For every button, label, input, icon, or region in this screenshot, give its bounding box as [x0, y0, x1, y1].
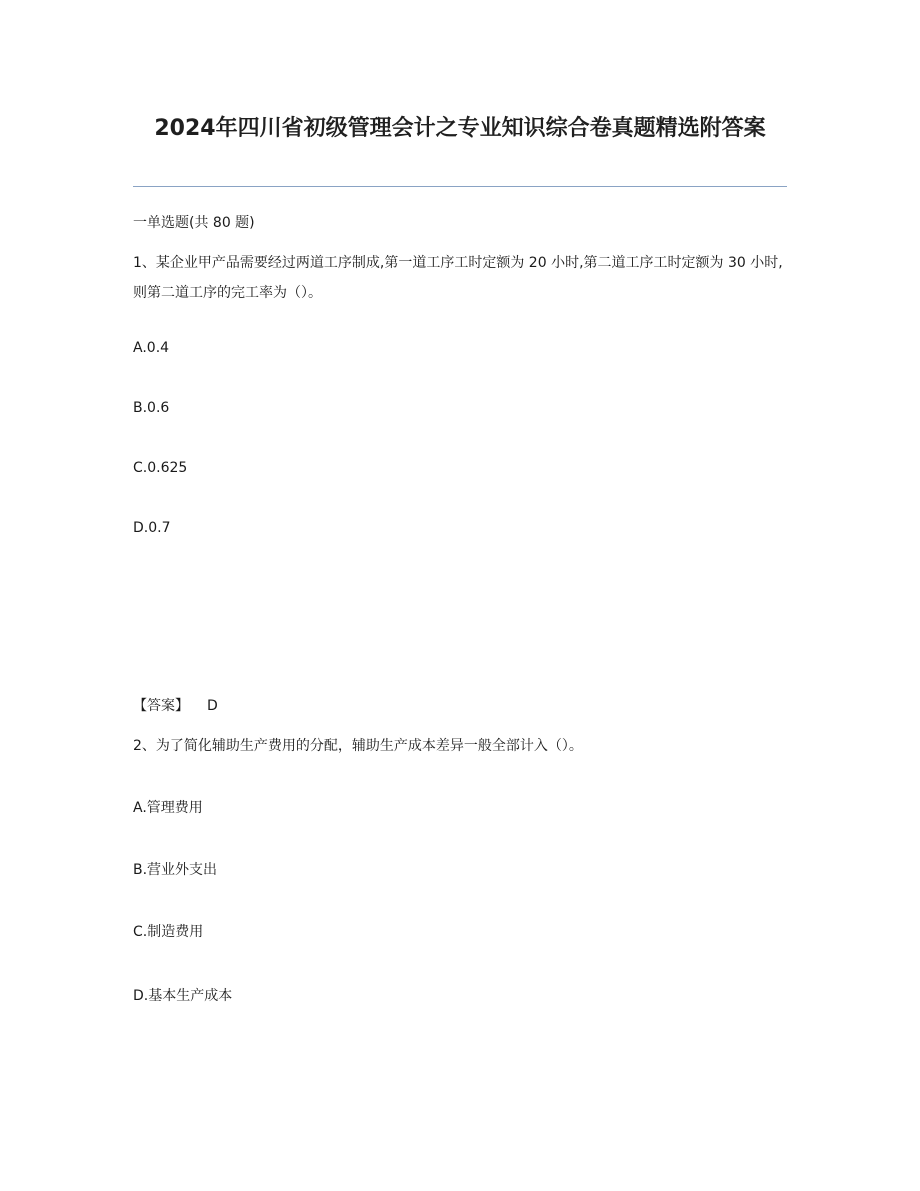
answer-label: 【答案】	[133, 698, 189, 714]
question-1-option-a: A.0.4	[133, 340, 170, 356]
document-title: 2024年四川省初级管理会计之专业知识综合卷真题精选附答案	[154, 116, 766, 141]
question-2-option-a: A.管理费用	[133, 800, 203, 816]
question-1-option-d: D.0.7	[133, 520, 171, 536]
question-2-option-d: D.基本生产成本	[133, 988, 233, 1004]
question-1-option-c: C.0.625	[133, 460, 188, 476]
question-1-text: 1、某企业甲产品需要经过两道工序制成,第一道工序工时定额为 20 小时,第二道工序工时定额为 30 小时,则第二道工序的完工率为（）。	[133, 255, 783, 301]
question-1-answer	[133, 696, 787, 716]
question-1-option-b: B.0.6	[133, 400, 170, 416]
question-2-text: 2、为了简化辅助生产费用的分配，辅助生产成本差异一般全部计入（）。	[133, 738, 583, 754]
answer-value: D	[207, 698, 218, 714]
section-label: 一单选题(共 80 题)	[133, 215, 255, 231]
question-2-option-c: C.制造费用	[133, 924, 204, 940]
title-divider	[133, 186, 787, 187]
question-2-option-b: B.营业外支出	[133, 862, 218, 878]
